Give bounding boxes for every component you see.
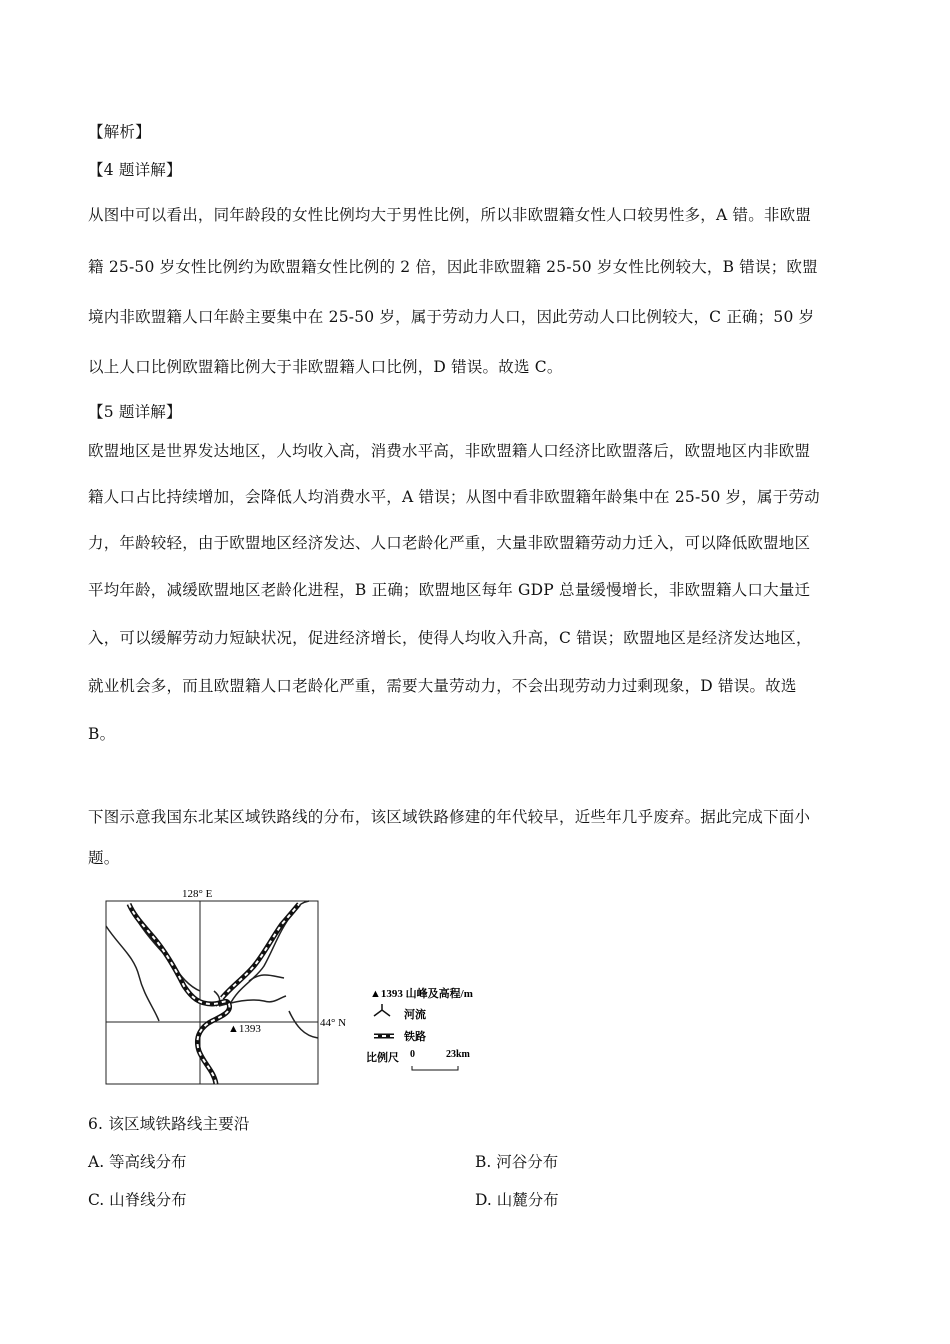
q5-paragraph-line: 入，可以缓解劳动力短缺状况，促进经济增长，使得人均收入升高，C 错误；欧盟地区是经济发达地区， bbox=[88, 629, 812, 647]
railway-map-figure bbox=[104, 886, 498, 1086]
peak-marker: ▲1393 bbox=[228, 1023, 261, 1035]
legend-river-icon bbox=[374, 1004, 390, 1016]
legend-railway: 铁路 bbox=[404, 1031, 426, 1043]
legend-scale-start: 0 bbox=[410, 1049, 415, 1060]
q5-paragraph-line: 欧盟地区是世界发达地区，人均收入高，消费水平高，非欧盟籍人口经济比欧盟落后，欧盟地区内非欧盟 bbox=[88, 442, 811, 460]
river-line bbox=[249, 975, 284, 981]
option-c[interactable]: C. 山脊线分布 bbox=[88, 1191, 187, 1209]
intro-line: 下图示意我国东北某区域铁路线的分布，该区域铁路修建的年代较早，近些年几乎废弃。据此完成下面小 bbox=[88, 808, 811, 826]
question-stem: 6. 该区域铁路线主要沿 bbox=[88, 1115, 250, 1133]
q5-paragraph-line: 力，年龄较轻，由于欧盟地区经济发达、人口老龄化严重，大量非欧盟籍劳动力迁入，可以降低欧盟地区 bbox=[88, 534, 811, 552]
legend-scale-bar bbox=[412, 1066, 458, 1070]
intro-line: 题。 bbox=[88, 849, 120, 867]
railway bbox=[129, 904, 299, 1084]
q4-paragraph-line: 以上人口比例欧盟籍比例大于非欧盟籍人口比例，D 错误。故选 C。 bbox=[88, 358, 563, 376]
q4-paragraph-line: 从图中可以看出，同年龄段的女性比例均大于男性比例，所以非欧盟籍女性人口较男性多，A 错。非欧盟 bbox=[88, 206, 812, 224]
q4-header: 【4 题详解】 bbox=[88, 161, 182, 179]
analysis-header: 【解析】 bbox=[88, 123, 151, 141]
legend-river: 河流 bbox=[404, 1009, 426, 1021]
q4-paragraph-line: 境内非欧盟籍人口年龄主要集中在 25-50 岁，属于劳动力人口，因此劳动人口比例较大，C 正确；50 岁 bbox=[88, 308, 815, 326]
q5-paragraph-line: B。 bbox=[88, 725, 116, 743]
q5-paragraph-line: 平均年龄，减缓欧盟地区老龄化进程，B 正确；欧盟地区每年 GDP 总量缓慢增长，非欧盟籍人口大量迁 bbox=[88, 581, 811, 599]
latitude-label: 44° N bbox=[320, 1017, 347, 1029]
map-frame bbox=[106, 901, 318, 1084]
legend-scale-label: 比例尺 bbox=[366, 1052, 399, 1064]
option-a[interactable]: A. 等高线分布 bbox=[88, 1153, 187, 1171]
river-line bbox=[229, 901, 309, 1006]
longitude-label: 128° E bbox=[182, 888, 213, 900]
map-legend bbox=[366, 986, 473, 1070]
river-line bbox=[289, 1011, 318, 1038]
legend-peak: ▲1393 山峰及高程/m bbox=[370, 988, 473, 1000]
railway-track bbox=[222, 904, 299, 998]
option-b[interactable]: B. 河谷分布 bbox=[475, 1153, 559, 1171]
q5-header: 【5 题详解】 bbox=[88, 403, 182, 421]
q4-paragraph-line: 籍 25-50 岁女性比例约为欧盟籍女性比例的 2 倍，因此非欧盟籍 25-50 岁女性比例较大，B 错误；欧盟 bbox=[88, 258, 818, 276]
q5-paragraph-line: 就业机会多，而且欧盟籍人口老龄化严重，需要大量劳动力，不会出现劳动力过剩现象，D 错误。故选 bbox=[88, 677, 797, 695]
legend-scale-end: 23km bbox=[446, 1049, 470, 1060]
q5-paragraph-line: 籍人口占比持续增加，会降低人均消费水平，A 错误；从图中看非欧盟籍年龄集中在 25-50 岁，属于劳动 bbox=[88, 488, 820, 506]
option-d[interactable]: D. 山麓分布 bbox=[475, 1191, 559, 1209]
